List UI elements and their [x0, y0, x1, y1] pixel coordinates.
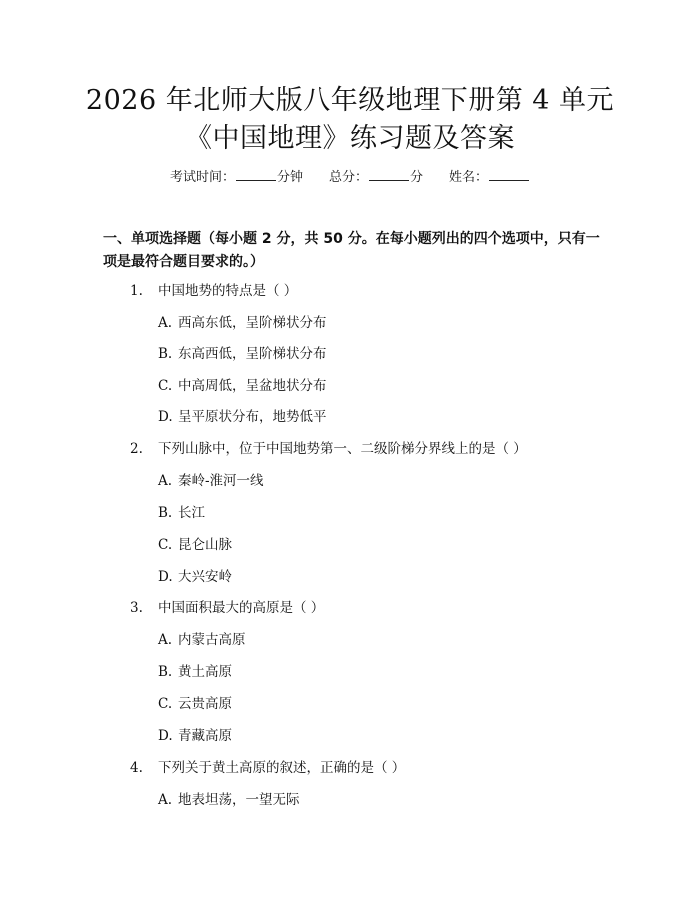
option-text: 云贵高原: [178, 696, 232, 712]
question-number: 2.: [130, 441, 143, 457]
option-letter: A.: [158, 473, 173, 489]
question-1-option-d: [158, 407, 327, 427]
option-text: 青藏高原: [178, 728, 232, 744]
question-number: 3.: [130, 600, 143, 616]
title-line-2: 《中国地理》练习题及答案: [185, 123, 515, 154]
option-letter: A.: [158, 792, 173, 808]
option-text: 呈平原状分布，地势低平: [178, 409, 327, 425]
question-1-option-a: [158, 313, 327, 333]
section-heading: 一、单项选择题（每小题 2 分，共 50 分。在每小题列出的四个选项中，只有一项是最符合题目要求的。）: [103, 231, 600, 270]
question-text: 中国地势的特点是（ ）: [158, 283, 298, 299]
option-letter: C.: [158, 378, 173, 394]
question-2-option-d: [158, 567, 232, 587]
option-text: 长江: [178, 505, 205, 521]
time-label: 考试时间：: [169, 170, 235, 185]
score-unit: 分: [410, 170, 424, 185]
option-letter: C.: [158, 537, 173, 553]
option-text: 黄土高原: [178, 664, 232, 680]
question-text: 下列关于黄土高原的叙述，正确的是（ ）: [158, 760, 406, 776]
score-label: 总分：: [328, 170, 368, 185]
question-3: [130, 598, 324, 618]
question-3-option-d: [158, 726, 232, 746]
option-text: 东高西低，呈阶梯状分布: [178, 346, 327, 362]
question-4: [130, 758, 405, 778]
question-1-option-b: [158, 344, 327, 364]
question-3-option-c: [158, 694, 232, 714]
question-text: 中国面积最大的高原是（ ）: [158, 600, 325, 616]
name-label: 姓名：: [449, 170, 489, 185]
score-blank: [369, 166, 409, 181]
option-text: 大兴安岭: [178, 569, 232, 585]
question-number: 1.: [130, 283, 143, 299]
question-4-option-a: [158, 790, 300, 810]
question-text: 下列山脉中，位于中国地势第一、二级阶梯分界线上的是（ ）: [158, 441, 527, 457]
question-3-option-b: [158, 662, 232, 682]
option-letter: B.: [158, 346, 173, 362]
question-2-option-c: [158, 535, 232, 555]
option-text: 西高东低，呈阶梯状分布: [178, 315, 327, 331]
option-letter: B.: [158, 505, 173, 521]
option-text: 地表坦荡，一望无际: [178, 792, 300, 808]
option-text: 中高周低，呈盆地状分布: [178, 378, 327, 394]
question-number: 4.: [130, 760, 143, 776]
title-line-1: 2026 年北师大版八年级地理下册第 4 单元: [85, 85, 615, 116]
option-letter: C.: [158, 696, 173, 712]
option-text: 昆仑山脉: [178, 537, 232, 553]
option-text: 秦岭-淮河一线: [178, 473, 264, 489]
question-1: [130, 281, 297, 301]
option-letter: A.: [158, 632, 173, 648]
option-letter: B.: [158, 664, 173, 680]
question-2: [130, 439, 527, 459]
question-1-option-c: [158, 376, 327, 396]
option-letter: A.: [158, 315, 173, 331]
option-letter: D.: [158, 569, 173, 585]
time-blank: [236, 166, 276, 181]
time-unit: 分钟: [276, 170, 303, 185]
option-letter: D.: [158, 728, 173, 744]
question-2-option-a: [158, 471, 264, 491]
question-2-option-b: [158, 503, 205, 523]
exam-info-line: [0, 166, 700, 189]
name-blank: [489, 166, 529, 181]
option-letter: D.: [158, 409, 173, 425]
option-text: 内蒙古高原: [178, 632, 246, 648]
question-3-option-a: [158, 630, 246, 650]
